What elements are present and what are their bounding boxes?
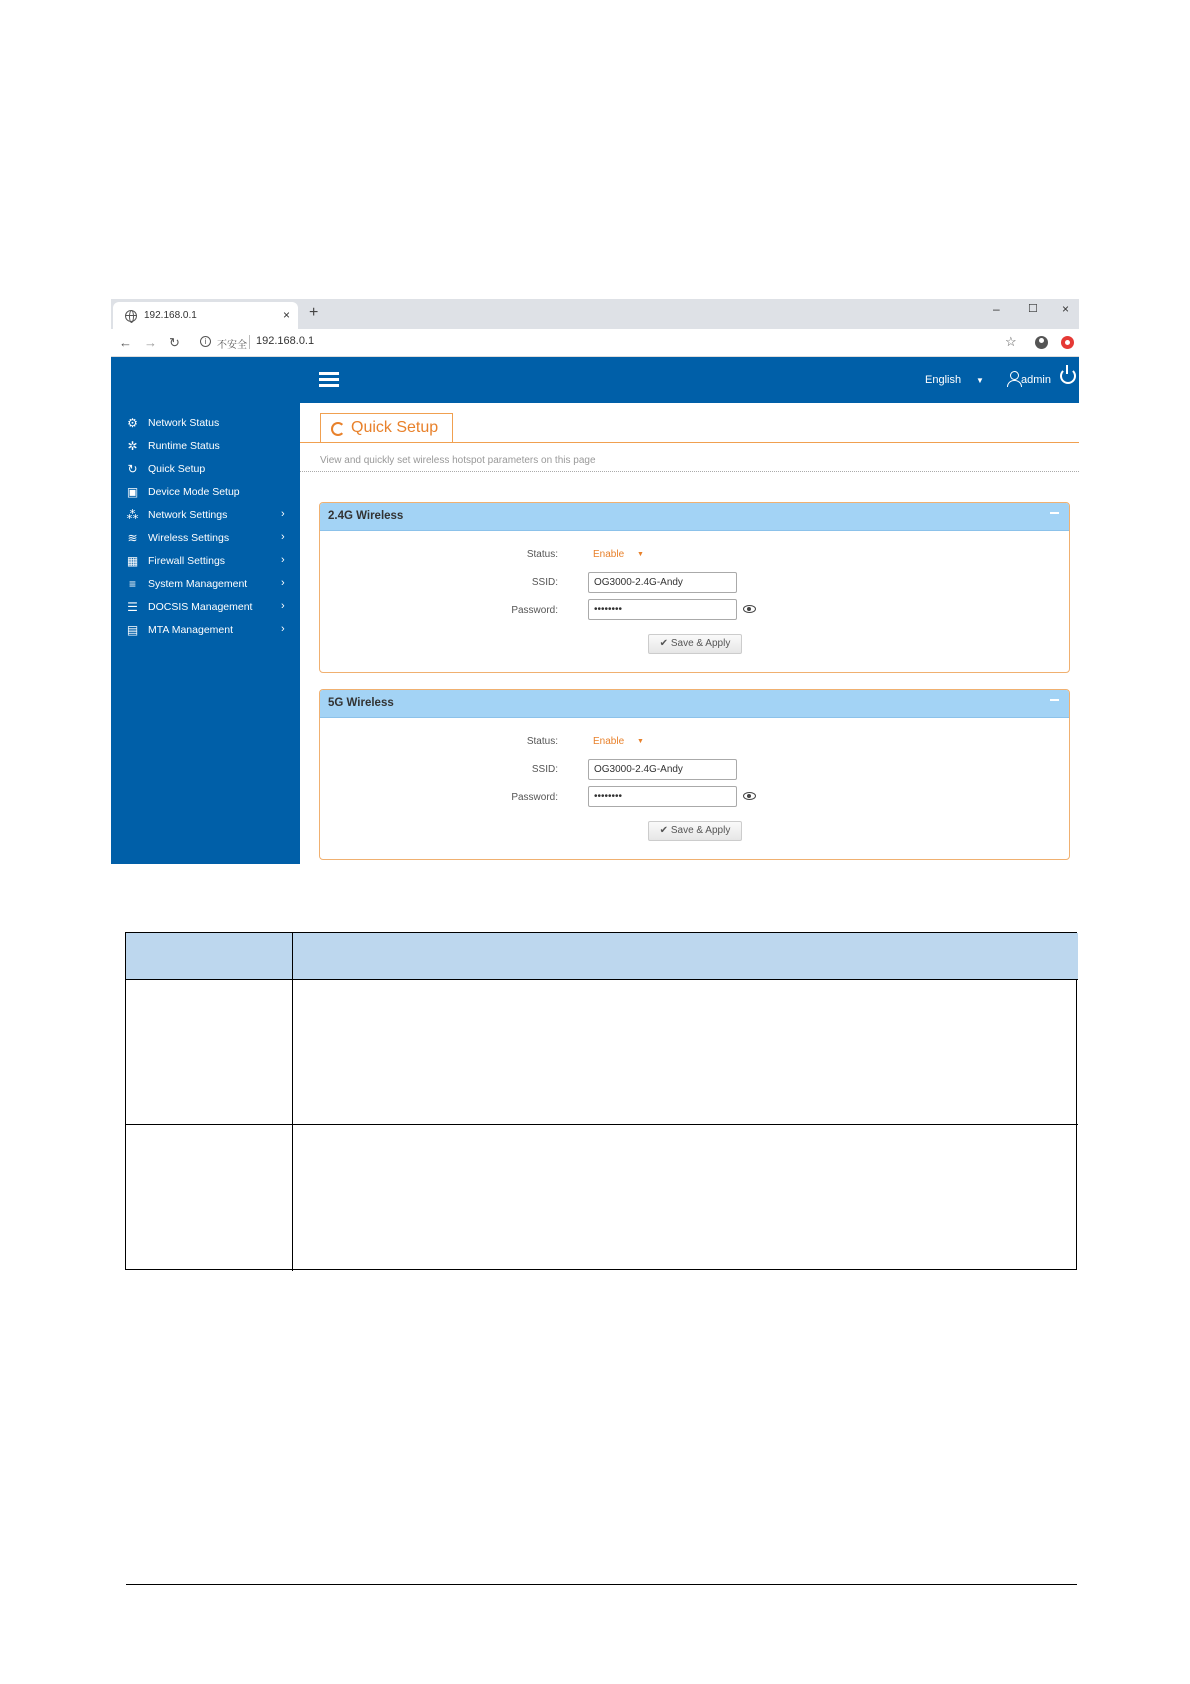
server-icon: ☰: [127, 600, 138, 614]
table-header-cell: [126, 933, 292, 980]
username-label: admin: [1021, 374, 1051, 386]
tab-close-icon[interactable]: ×: [283, 308, 291, 322]
table-row-divider: [126, 1124, 1078, 1125]
wifi-icon: ≋: [127, 531, 138, 545]
collapse-icon[interactable]: [1050, 699, 1059, 701]
maximize-icon[interactable]: ☐: [1028, 303, 1038, 315]
save-apply-label: Save & Apply: [670, 638, 731, 649]
chevron-right-icon: ›: [281, 623, 285, 635]
cogs-icon: ✲: [127, 439, 138, 453]
chevron-right-icon: ›: [281, 577, 285, 589]
sidebar-item-network-settings[interactable]: [111, 504, 300, 527]
password-input[interactable]: ••••••••: [588, 786, 737, 807]
collapse-icon[interactable]: [1050, 512, 1059, 514]
sidebar-item-label: DOCSIS Management: [148, 601, 253, 613]
parameter-table: [125, 932, 1077, 1270]
window-close-icon[interactable]: ×: [1062, 302, 1070, 316]
password-label: Password:: [511, 792, 558, 803]
caret-down-icon[interactable]: ▼: [976, 376, 984, 385]
sidebar-item-network-status[interactable]: [111, 412, 300, 435]
info-icon[interactable]: i: [200, 336, 211, 347]
sidebar-item-label: Network Status: [148, 417, 220, 429]
language-select[interactable]: English: [925, 374, 962, 386]
sidebar-item-mta-management[interactable]: [111, 619, 300, 642]
ssid-label: SSID:: [531, 577, 558, 588]
page-description: View and quickly set wireless hotspot parameters on this page: [320, 455, 596, 466]
password-input[interactable]: ••••••••: [588, 599, 737, 620]
main-content: [300, 403, 1079, 864]
sidebar-item-label: Network Settings: [148, 509, 228, 521]
sidebar: [111, 357, 300, 864]
chevron-right-icon: ›: [281, 600, 285, 612]
reload-icon[interactable]: ↻: [169, 335, 180, 350]
eye-icon[interactable]: [743, 792, 756, 800]
router-admin-screenshot: [111, 299, 1079, 864]
chevron-right-icon: ›: [281, 508, 285, 520]
status-select[interactable]: Enable: [593, 736, 625, 747]
status-select[interactable]: Enable: [593, 549, 625, 560]
address-divider: [249, 335, 250, 349]
monitor-icon: ▣: [126, 485, 139, 499]
sidebar-item-label: Device Mode Setup: [148, 486, 240, 498]
caret-down-icon[interactable]: ▼: [637, 738, 644, 745]
status-label: Status:: [526, 549, 558, 560]
refresh-icon: ↻: [127, 462, 138, 476]
sidebar-item-system-management[interactable]: [111, 573, 300, 596]
app-header: [300, 357, 1079, 403]
table-header-cell: [293, 933, 1078, 980]
bookmark-star-icon[interactable]: ☆: [1005, 334, 1017, 349]
extension-icon[interactable]: [1061, 336, 1074, 349]
tab-quick-setup[interactable]: [320, 413, 453, 443]
chevron-right-icon: ›: [281, 531, 285, 543]
status-label: Status:: [526, 736, 558, 747]
panel-title: 2.4G Wireless: [328, 510, 404, 522]
refresh-icon: [331, 422, 345, 436]
minimize-icon[interactable]: –: [993, 302, 1000, 316]
ssid-label: SSID:: [531, 764, 558, 775]
sidebar-item-label: Quick Setup: [148, 463, 206, 475]
browser-tab[interactable]: [113, 302, 298, 329]
security-label[interactable]: 不安全: [217, 340, 247, 351]
sidebar-menu: [111, 412, 300, 642]
sidebar-item-quick-setup[interactable]: [111, 458, 300, 481]
eye-icon[interactable]: [743, 605, 756, 613]
page-title: Quick Setup: [351, 419, 439, 436]
sidebar-item-docsis-management[interactable]: [111, 596, 300, 619]
sitemap-icon: ⁂: [126, 508, 139, 522]
sidebar-item-label: Runtime Status: [148, 440, 220, 452]
panel-2-4g-wireless: [319, 502, 1070, 673]
sidebar-item-label: Firewall Settings: [148, 555, 226, 567]
forward-icon[interactable]: →: [144, 335, 157, 350]
caret-down-icon[interactable]: ▼: [637, 551, 644, 558]
globe-icon: [125, 310, 137, 322]
save-apply-label: Save & Apply: [670, 825, 731, 836]
ssid-input[interactable]: OG3000-2.4G-Andy: [588, 759, 737, 780]
address-bar: [111, 329, 1079, 357]
layers-icon: ≡: [128, 577, 136, 591]
sidebar-item-label: Wireless Settings: [148, 532, 230, 544]
ssid-input[interactable]: OG3000-2.4G-Andy: [588, 572, 737, 593]
profile-icon[interactable]: [1035, 336, 1048, 349]
hamburger-menu-icon[interactable]: [319, 372, 339, 386]
url-field[interactable]: 192.168.0.1: [256, 335, 315, 347]
save-apply-button[interactable]: ✔ Save & Apply: [648, 821, 742, 841]
user-icon: [1007, 371, 1021, 387]
sidebar-item-firewall-settings[interactable]: [111, 550, 300, 573]
footer-rule: [126, 1584, 1077, 1585]
table-column-divider: [292, 933, 293, 1271]
new-tab-icon[interactable]: +: [309, 304, 319, 321]
network-status-icon: ⚙: [127, 416, 138, 430]
sidebar-item-label: MTA Management: [148, 624, 234, 636]
dotted-divider: [300, 471, 1079, 472]
sidebar-item-runtime-status[interactable]: [111, 435, 300, 458]
phone-card-icon: ▤: [126, 623, 139, 637]
sidebar-item-label: System Management: [148, 578, 248, 590]
panel-header: [320, 503, 1069, 531]
back-icon[interactable]: ←: [119, 335, 132, 350]
save-apply-button[interactable]: ✔ Save & Apply: [648, 634, 742, 654]
tab-underline: [300, 442, 1079, 443]
power-logout-icon[interactable]: [1060, 368, 1076, 384]
chevron-right-icon: ›: [281, 554, 285, 566]
sidebar-item-wireless-settings[interactable]: [111, 527, 300, 550]
panel-header: [320, 690, 1069, 718]
browser-tab-strip: [111, 299, 1079, 329]
panel-5g-wireless: [319, 689, 1070, 860]
firewall-icon: ▦: [126, 554, 139, 568]
password-label: Password:: [511, 605, 558, 616]
panel-title: 5G Wireless: [328, 697, 394, 709]
sidebar-item-device-mode-setup[interactable]: [111, 481, 300, 504]
tab-title: 192.168.0.1: [144, 310, 197, 321]
